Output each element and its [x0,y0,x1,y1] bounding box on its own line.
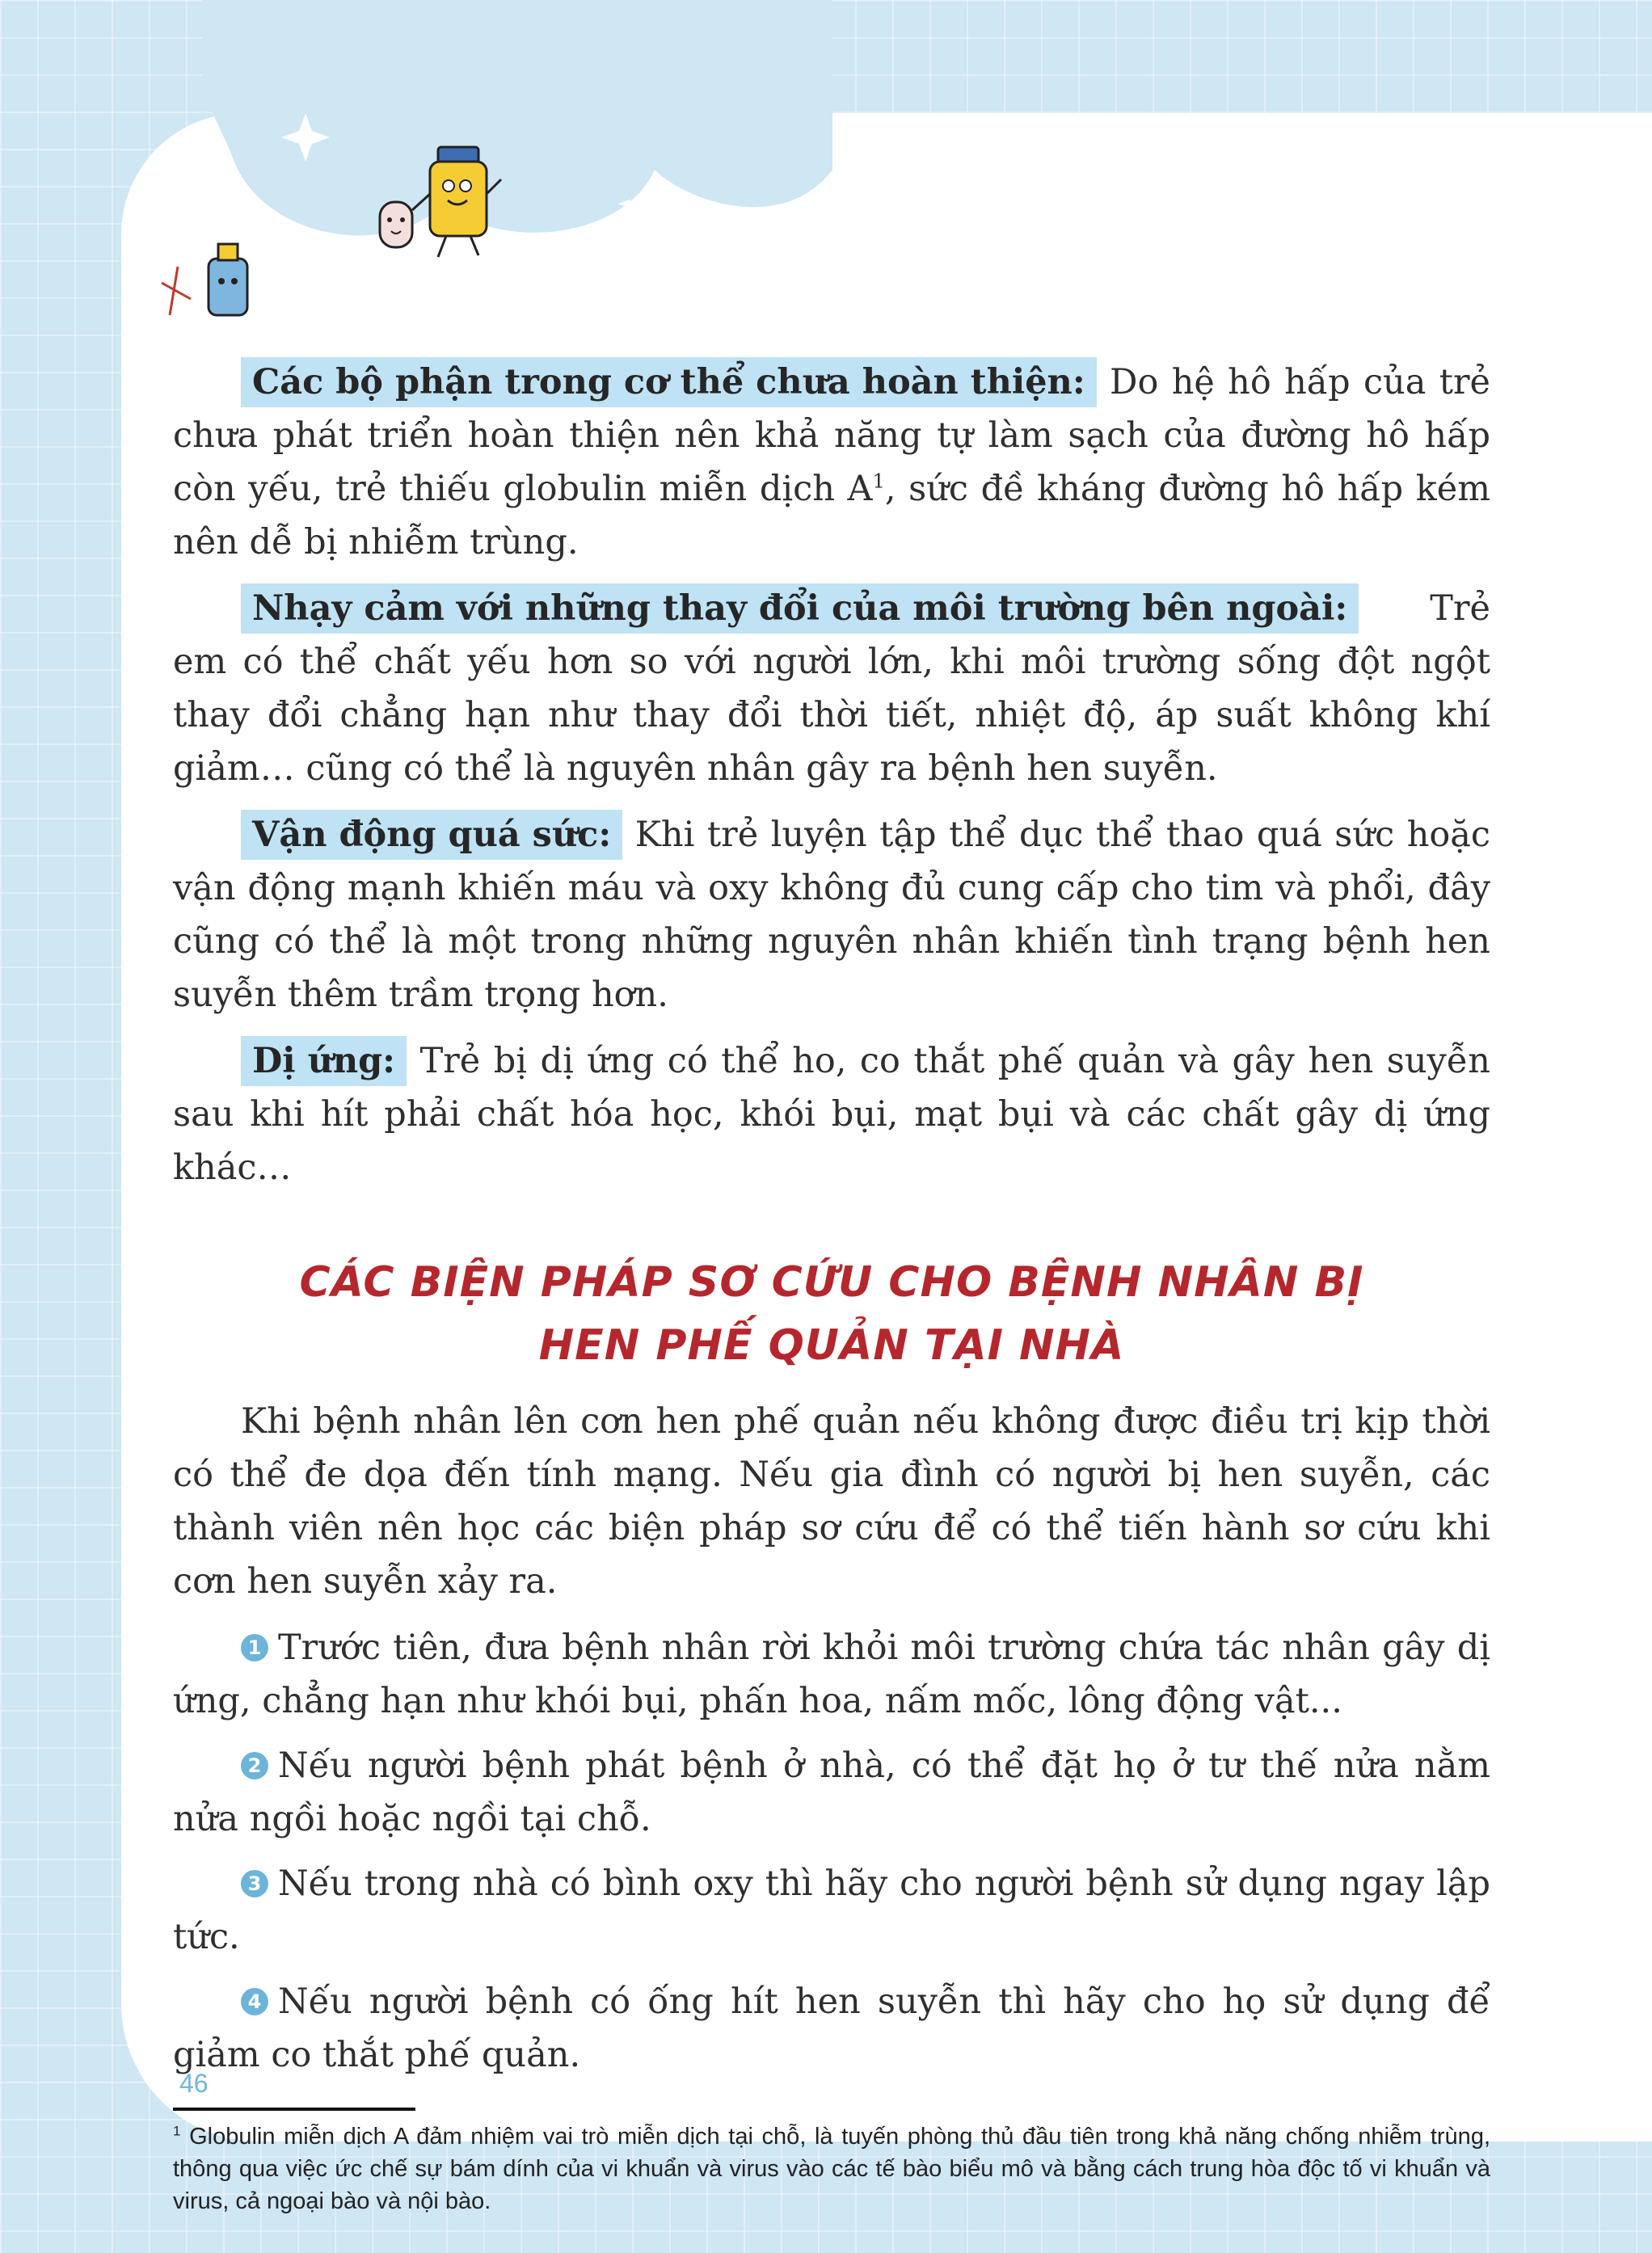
page-content [173,356,1490,2217]
mascot-illustration [145,113,630,347]
highlight-label: Nhạy cảm với những thay đổi của môi trường bên ngoài: [241,583,1359,634]
sparkle-icon [617,184,630,223]
step-item: 3 Nếu trong nhà có bình oxy thì hãy cho người bệnh sử dụng ngay lập tức. [173,1863,1490,1957]
intro-paragraph: Khi bệnh nhân lên cơn hen phế quản nếu không được điều trị kịp thời có thể đe dọa đến tính mạng. Nếu gia đình có người bị hen suyễn, các thành viên nên học các biện pháp sơ cứu để có thể tiến hành sơ cứu khi cơn hen suyễn xảy ra. [173,1401,1490,1602]
highlight-label: Các bộ phận trong cơ thể chưa hoàn thiện: [241,357,1097,407]
paragraph-overexertion: Vận động quá sức: Khi trẻ luyện tập thể dục thể thao quá sức hoặc vận động mạnh khiến máu và oxy không đủ cung cấp cho tim và phổi, đây cũng có thể là một trong những nguyên nhân khiến tình trạng bệnh hen suyễn thêm trầm trọng hơn. [173,808,1490,1021]
spray-bottle-icon [162,244,247,315]
step-number-badge: 2 [241,1752,268,1779]
pill-icon [380,202,412,247]
section-heading: CÁC BIỆN PHÁP SƠ CỨU CHO BỆNH NHÂN BỊ HEN PHẾ QUẢN TẠI NHÀ [299,1258,1364,1370]
highlight-label: Dị ứng: [241,1036,407,1086]
step-number-badge: 3 [241,1870,268,1897]
footnote-divider [173,2108,415,2111]
step-item: 4 Nếu người bệnh có ống hít hen suyễn thì hãy cho họ sử dụng để giảm co thắt phế quản. [173,1981,1490,2075]
paragraph-allergy: Dị ứng: Trẻ bị dị ứng có thể ho, co thắt phế quản và gây hen suyễn sau khi hít phải chất hóa học, khói bụi, mạt bụi và các chất gây dị ứng khác… [173,1034,1490,1194]
step-number-badge: 4 [241,1988,268,2015]
step-item: 2 Nếu người bệnh phát bệnh ở nhà, có thể đặt họ ở tư thế nửa nằm nửa ngồi hoặc ngồi tại chỗ. [173,1746,1490,1839]
sparkle-icon [310,291,349,330]
highlight-label: Vận động quá sức: [241,810,622,860]
sparkle-icon [281,113,330,162]
page-number: 46 [179,2069,209,2098]
footnote-ref: 1 [872,470,885,493]
step-item: 1 Trước tiên, đưa bệnh nhân rời khỏi môi trường chứa tác nhân gây dị ứng, chẳng hạn như khói bụi, phấn hoa, nấm mốc, lông động vật... [173,1628,1490,1721]
paragraph-incomplete-organs: Các bộ phận trong cơ thể chưa hoàn thiện: Do hệ hô hấp của trẻ chưa phát triển hoàn thiện nên khả năng tự làm sạch của đường hô hấp còn yếu, trẻ thiếu globulin miễn dịch $A^1$, sức đề kháng đường hô hấp kém nên dễ bị nhiễm trùng. [173,356,1490,569]
footnote: $^1$ Globulin miễn dịch A đảm nhiệm vai trò miễn dịch tại chỗ, là tuyến phòng thủ đầu tiên trong khả năng chống nhiễm trùng, thông qua việc ức chế sự bám dính của vi khuẩn và virus vào các tế bào biểu mô và bằng cách trung hòa độc tố vi khuẩn và virus, cả ngoại bào và nội bào. [173,2123,1490,2214]
paragraph-environment: Nhạy cảm với những thay đổi của môi trường bên ngoài: Trẻ em có thể chất yếu hơn so với người lớn, khi môi trường sống đột ngột thay đổi chẳng hạn như thay đổi thời tiết, nhiệt độ, áp suất không khí giảm… cũng có thể là nguyên nhân gây ra bệnh hen suyễn. [173,582,1490,795]
step-number-badge: 1 [241,1634,268,1661]
medicine-bottle-icon [412,147,501,257]
